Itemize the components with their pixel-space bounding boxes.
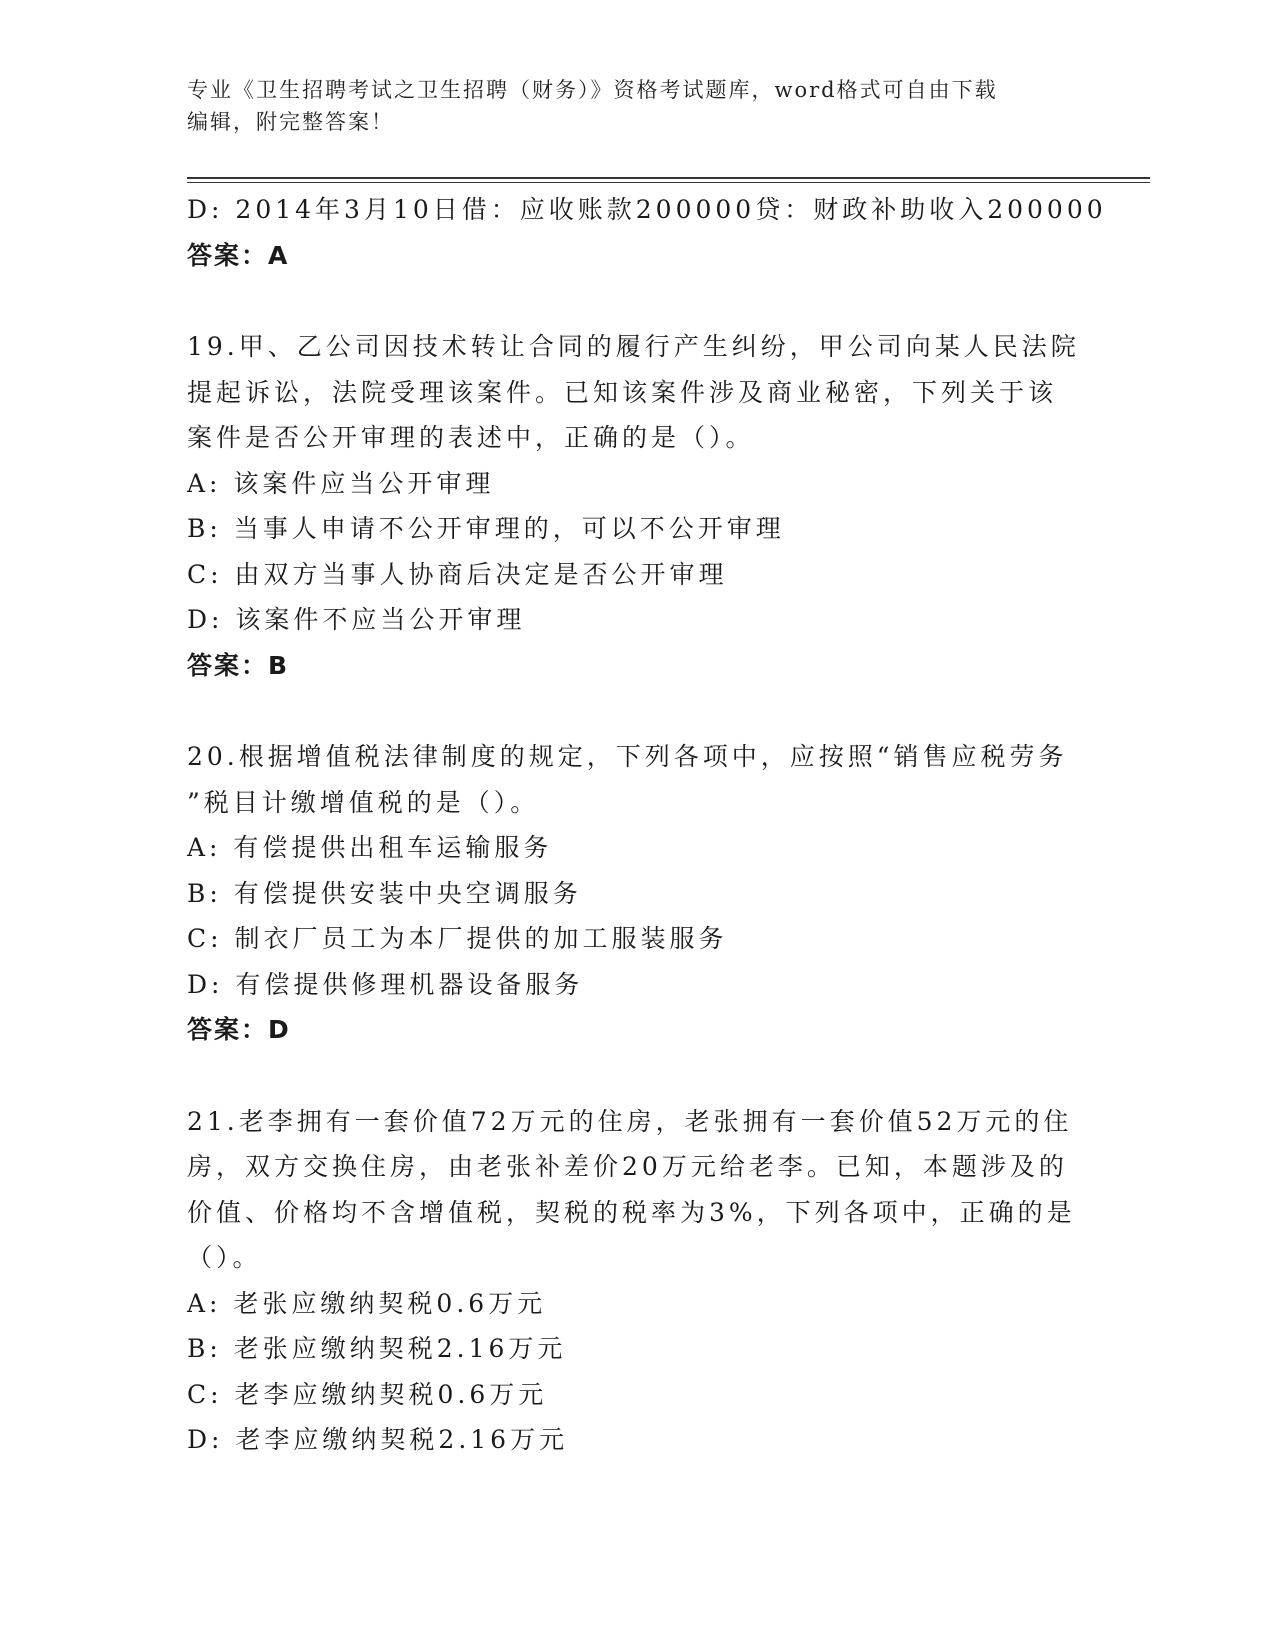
question-stem-line: 案件是否公开审理的表述中，正确的是（）。 xyxy=(187,423,755,452)
option-b: B: 当事人申请不公开审理的，可以不公开审理 xyxy=(187,514,785,543)
question-stem-line: 19.甲、乙公司因技术转让合同的履行产生纠纷，甲公司向某人民法院 xyxy=(187,332,1080,361)
answer: 答案：D xyxy=(187,1015,291,1044)
document-body xyxy=(187,187,1107,1463)
question-20 xyxy=(187,734,1087,1053)
option-d: D: 有偿提供修理机器设备服务 xyxy=(187,969,584,999)
question-stem-line: 价值、价格均不含增值税，契税的税率为3%，下列各项中，正确的是 xyxy=(187,1197,1076,1227)
answer: 答案：B xyxy=(187,650,290,680)
spacer xyxy=(187,278,1087,324)
prev-answer: 答案：A xyxy=(187,240,290,270)
question-stem-line: 提起诉讼，法院受理该案件。已知该案件涉及商业秘密，下列关于该 xyxy=(187,377,1058,407)
option-c: C: 制衣厂员工为本厂提供的加工服装服务 xyxy=(187,924,728,953)
option-c: C: 老李应缴纳契税0.6万元 xyxy=(187,1379,548,1409)
spacer xyxy=(187,1053,1087,1099)
spacer xyxy=(187,688,1087,734)
page-header xyxy=(187,74,1087,138)
header-line-2: 编辑，附完整答案！ xyxy=(187,110,394,134)
option-d: D: 该案件不应当公开审理 xyxy=(187,605,526,634)
question-stem-line: （）。 xyxy=(187,1243,262,1272)
option-d: D: 老李应缴纳契税2.16万元 xyxy=(187,1425,569,1454)
prev-option-d: D: 2014年3月10日借：应收账款200000贷：财政补助收入200000 xyxy=(187,195,1107,224)
option-a: A: 老张应缴纳契税0.6万元 xyxy=(187,1288,547,1318)
option-b: B: 老张应缴纳契税2.16万元 xyxy=(187,1334,567,1363)
option-a: A: 该案件应当公开审理 xyxy=(187,468,495,498)
question-stem-line: 20.根据增值税法律制度的规定，下列各项中，应按照“销售应税劳务 xyxy=(187,742,1068,771)
question-21 xyxy=(187,1099,1087,1463)
option-a: A: 有偿提供出租车运输服务 xyxy=(187,833,553,862)
header-line-1: 专业《卫生招聘考试之卫生招聘（财务）》资格考试题库，word格式可自由下载 xyxy=(187,78,998,102)
option-b: B: 有偿提供安装中央空调服务 xyxy=(187,878,582,908)
option-c: C: 由双方当事人协商后决定是否公开审理 xyxy=(187,559,728,589)
question-stem-line: 21.老李拥有一套价值72万元的住房，老张拥有一套价值52万元的住 xyxy=(187,1106,1073,1136)
question-19 xyxy=(187,324,1087,688)
question-stem-line: 房，双方交换住房，由老张补差价20万元给老李。已知，本题涉及的 xyxy=(187,1152,1068,1181)
header-divider xyxy=(187,177,1150,183)
question-stem-line: ”税目计缴增值税的是（）。 xyxy=(187,787,540,817)
